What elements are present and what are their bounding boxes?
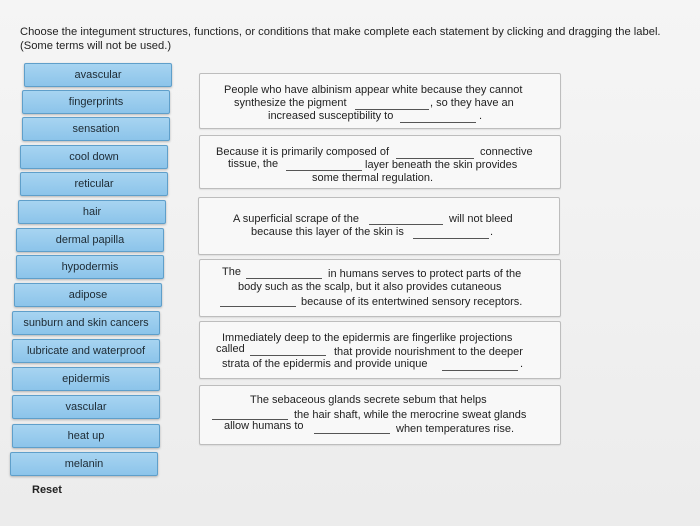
statement-4-text-d: because of its entertwined sensory receptors. bbox=[301, 296, 523, 308]
term-epidermis[interactable]: epidermis bbox=[12, 367, 160, 391]
term-reticular[interactable]: reticular bbox=[20, 172, 168, 196]
statement-2-text-d: layer beneath the skin provides bbox=[365, 159, 518, 171]
statement-1-period: . bbox=[479, 110, 483, 122]
statement-3-period: . bbox=[490, 226, 494, 238]
statement-3-text-c: because this layer of the skin is bbox=[251, 226, 404, 238]
statement-1-text-c: , so they have an bbox=[430, 97, 514, 109]
term-dermal-papilla[interactable]: dermal papilla bbox=[16, 228, 164, 252]
statement-2-text-e: some thermal regulation. bbox=[312, 172, 434, 184]
statement-3-blank-1[interactable] bbox=[369, 224, 443, 225]
statement-1-text-a: People who have albinism appear white because they cannot bbox=[224, 84, 523, 96]
statement-5-blank-1[interactable] bbox=[250, 355, 326, 356]
statement-3 bbox=[198, 197, 560, 255]
term-cool-down[interactable]: cool down bbox=[20, 145, 168, 169]
statement-1-text-b: synthesize the pigment bbox=[234, 97, 347, 109]
term-avascular[interactable]: avascular bbox=[24, 63, 172, 87]
term-sunburn-and-skin-cancers[interactable]: sunburn and skin cancers bbox=[12, 311, 160, 335]
statement-3-text-b: will not bleed bbox=[449, 213, 513, 225]
statement-5-text-a: Immediately deep to the epidermis are fingerlike projections bbox=[222, 332, 513, 344]
statement-4-text-b: in humans serves to protect parts of the bbox=[328, 268, 522, 280]
statement-6-text-d: when temperatures rise. bbox=[396, 423, 514, 435]
statement-5-blank-2[interactable] bbox=[442, 370, 518, 371]
statement-2 bbox=[199, 135, 561, 189]
term-lubricate-and-waterproof[interactable]: lubricate and waterproof bbox=[12, 339, 160, 363]
term-hair[interactable]: hair bbox=[18, 200, 166, 224]
reset-button[interactable]: Reset bbox=[32, 484, 62, 496]
statement-1-blank-2[interactable] bbox=[400, 122, 476, 123]
statement-6-text-a: The sebaceous glands secrete sebum that helps bbox=[250, 394, 487, 406]
term-sensation[interactable]: sensation bbox=[22, 117, 170, 141]
term-melanin[interactable]: melanin bbox=[10, 452, 158, 476]
statement-6-blank-2[interactable] bbox=[314, 433, 390, 434]
statement-4-text-c: body such as the scalp, but it also provides cutaneous bbox=[238, 281, 502, 293]
statement-5-text-c: that provide nourishment to the deeper bbox=[334, 346, 523, 358]
statement-3-blank-2[interactable] bbox=[413, 238, 489, 239]
statement-2-text-b: connective bbox=[480, 146, 533, 158]
statement-6-text-c: allow humans to bbox=[224, 420, 304, 432]
term-fingerprints[interactable]: fingerprints bbox=[22, 90, 170, 114]
statement-5-text-d: strata of the epidermis and provide unique bbox=[222, 358, 428, 370]
term-heat-up[interactable]: heat up bbox=[12, 424, 160, 448]
statement-3-text-a: A superficial scrape of the bbox=[233, 213, 359, 225]
statement-6 bbox=[199, 385, 561, 445]
term-vascular[interactable]: vascular bbox=[12, 395, 160, 419]
statement-1 bbox=[199, 73, 561, 129]
statement-2-text-c: tissue, the bbox=[228, 158, 279, 170]
instructions: Choose the integument structures, functions, or conditions that make complete each statement by clicking and dragging the label. (Some terms will not be used.) bbox=[20, 26, 661, 52]
statement-5-text-b: called bbox=[216, 343, 245, 355]
statement-2-blank-2[interactable] bbox=[286, 170, 362, 171]
statement-4-blank-2[interactable] bbox=[220, 306, 296, 307]
statement-2-text-a: Because it is primarily composed of bbox=[216, 146, 390, 158]
statement-4-blank-1[interactable] bbox=[246, 278, 322, 279]
statement-6-text-b: the hair shaft, while the merocrine sweat glands bbox=[294, 409, 527, 421]
term-adipose[interactable]: adipose bbox=[14, 283, 162, 307]
statement-4 bbox=[199, 259, 561, 317]
statement-5 bbox=[199, 321, 561, 379]
statement-1-text-d: increased susceptibility to bbox=[268, 110, 394, 122]
statement-5-period: . bbox=[520, 358, 524, 370]
term-hypodermis[interactable]: hypodermis bbox=[16, 255, 164, 279]
statement-4-text-a: The bbox=[222, 266, 241, 278]
